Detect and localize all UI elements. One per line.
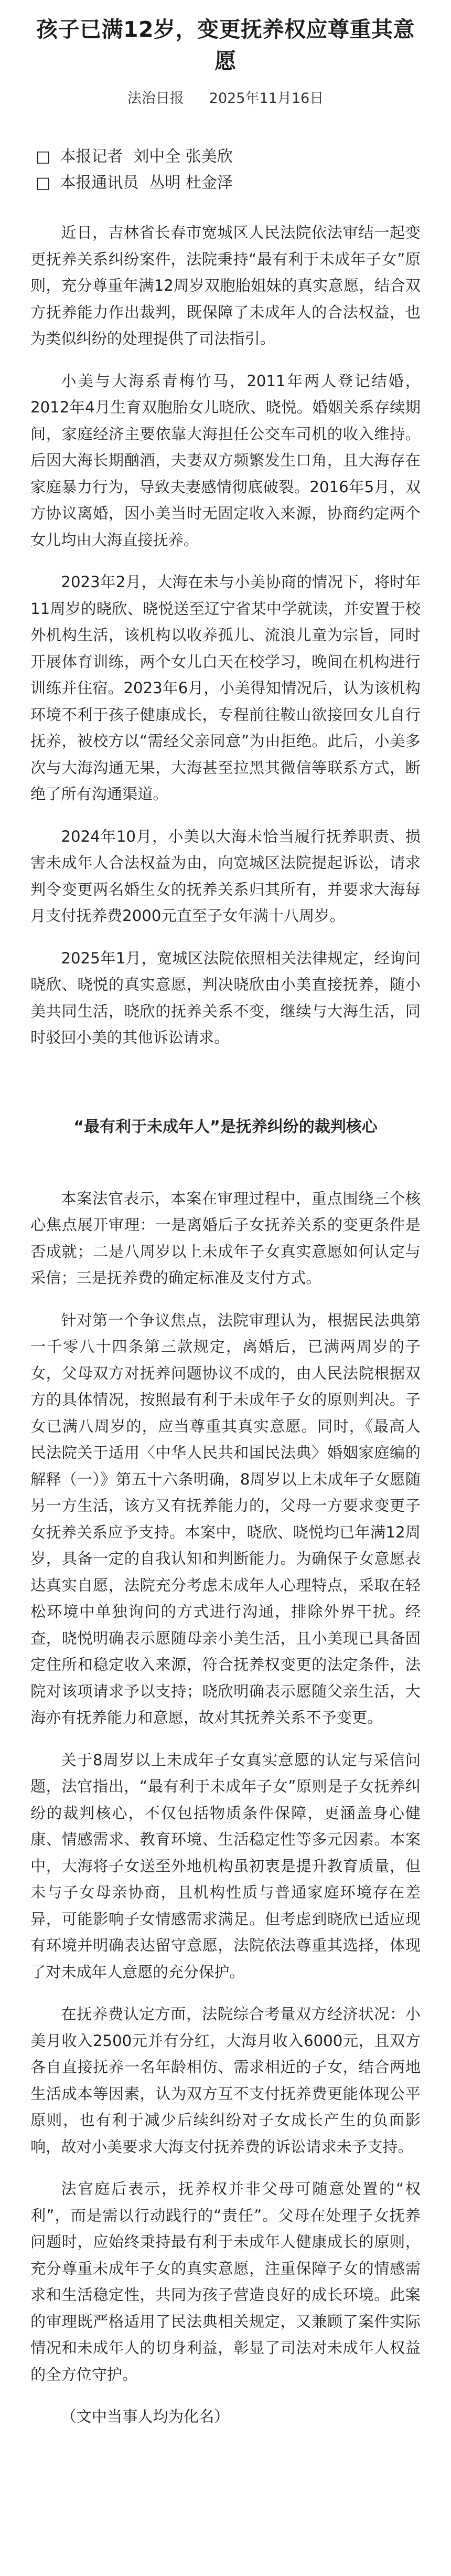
body-paragraph: 小美与大海系青梅竹马，2011年两人登记结婚，2012年4月生育双胞胎女儿晓欣、晓悦。婚姻关系存续期间，家庭经济主要依靠大海担任公交车司机的收入维持。后因大海长期酗酒，夫妻双方频繁发生口角，且大海存在家庭暴力行为，导致夫妻感情彻底破裂。2016年5月，双方协议离婚，因小美当时无固定收入来源，协商约定两个女儿均由大海直接抚养。 [30,372,421,549]
body-paragraph: 本案法官表示，本案在审理过程中，重点围绕三个核心焦点展开审理：一是离婚后子女抚养关系的变更条件是否成就；二是八周岁以上未成年子女真实意愿如何认定与采信；三是抚养费的确定标准及支付方式。 [30,1189,421,1287]
article-meta [30,88,421,109]
byline-role: 本报通讯员 [60,174,139,192]
body-paragraph: 在抚养费认定方面，法院综合考量双方经济状况：小美月收入2500元并有分红，大海月收入6000元，且双方各自直接抚养一名年龄相仿、需求相近的子女，结合两地生活成本等因素，认为双方互不支付抚养费更能体现公平原则，也有利于减少后续纠纷对子女成长产生的负面影响，故对小美要求大海支付抚养费的诉讼请求未予支持。 [30,2005,421,2156]
article-title: 孩子已满12岁，变更抚养权应尊重其意愿 [36,17,415,73]
article-body [30,219,421,2430]
bullet-square-icon: □ [36,147,51,166]
byline-names: 刘中全 张美欣 [133,147,233,166]
article-note: （文中当事人均为化名） [61,2408,230,2425]
body-paragraph: 法官庭后表示，抚养权并非父母可随意处置的“权利”，而是需以行动践行的“责任”。父母在处理子女抚养问题时，应始终秉持最有利于未成年人健康成长的原则，充分尊重未成年子女的真实意愿，注重保障子女的情感需求和生活稳定性，共同为孩子营造良好的成长环境。此案的审理既严格适用了民法典相关规定，又兼顾了案件实际情况和未成年人的切身利益，彰显了司法对未成年人权益的全方位守护。 [30,2180,421,2383]
article-date: 2025年11月16日 [209,90,324,107]
byline [30,144,421,196]
body-paragraph: 2023年2月，大海在未与小美协商的情况下，将时年11周岁的晓欣、晓悦送至辽宁省某中学就读，并安置于校外机构生活，该机构以收养孤儿、流浪儿童为宗旨，同时开展体育训练，两个女儿白天在校学习，晚间在机构进行训练并住宿。2023年6月，小美得知情况后，认为该机构环境不利于孩子健康成长，专程前往鞍山欲接回女儿自行抚养，被校方以“需经父亲同意”为由拒绝。此后，小美多次与大海沟通无果，大海甚至拉黑其微信等联系方式，断绝了所有沟通渠道。 [30,573,421,803]
byline-correspondent [30,170,421,196]
byline-names: 丛明 杜金泽 [149,174,233,192]
bullet-square-icon: □ [36,174,51,192]
section-heading: “最有利于未成年人”是抚养纠纷的裁判核心 [73,1117,378,1136]
body-paragraph: 针对第一个争议焦点，法院审理认为，根据民法典第一千零八十四条第三款规定，离婚后，已满两周岁的子女，父母双方对抚养问题协议不成的，由人民法院根据双方的具体情况，按照最有利于未成年子女的原则判决。子女已满八周岁的，应当尊重其真实意愿。同时，《最高人民法院关于适用〈中华人民共和国民法典〉婚姻家庭编的解释（一）》第五十六条明确，8周岁以上未成年子女愿随另一方生活，该方又有抚养能力的，父母一方要求变更子女抚养关系应予支持。本案中，晓欣、晓悦均已年满12周岁，具备一定的自我认知和判断能力。为确保子女意愿表达真实自愿，法院充分考虑未成年人心理特点，采取在轻松环境中单独询问的方式进行沟通，排除外界干扰。经查，晓悦明确表示愿随母亲小美生活，且小美现已具备固定住所和稳定收入来源，符合抚养权变更的法定条件，法院对该项请求予以支持；晓欣明确表示愿随父亲生活，大海亦有抚养能力和意愿，故对其抚养关系不予变更。 [30,1311,421,1726]
article-source: 法治日报 [127,90,184,107]
byline-reporter [30,144,421,170]
body-paragraph: 2024年10月，小美以大海未恰当履行抚养职责、损害未成年人合法权益为由，向宽城区法院提起诉讼，请求判令变更两名婚生女的抚养关系归其所有，并要求大海每月支付抚养费2000元直至子女年满十八周岁。 [30,827,421,925]
byline-role: 本报记者 [60,147,123,166]
body-paragraph: 2025年1月，宽城区法院依照相关法律规定，经询问晓欣、晓悦的真实意愿，判决晓欣由小美直接抚养，随小美共同生活，晓欣的抚养关系不变，继续与大海生活，同时驳回小美的其他诉讼请求。 [30,949,421,1046]
body-paragraph: 关于8周岁以上未成年子女真实意愿的认定与采信问题，法官指出，“最有利于未成年子女”原则是子女抚养纠纷的裁判核心，不仅包括物质条件保障，更涵盖身心健康、情感需求、教育环境、生活稳定性等多元因素。本案中，大海将子女送至外地机构虽初衷是提升教育质量，但未与子女母亲协商，且机构性质与普通家庭环境存在差异，可能影响子女情感需求满足。但考虑到晓欣已适应现有环境并明确表达留守意愿，法院依法尊重其选择，体现了对未成年人意愿的充分保护。 [30,1751,421,1981]
body-paragraph: 近日，吉林省长春市宽城区人民法院依法审结一起变更抚养关系纠纷案件，法院秉持“最有利于未成年子女”原则，充分尊重年满12周岁双胞胎姐妹的真实意愿，结合双方抚养能力作出裁判，既保障了未成年人的合法权益，也为类似纠纷的处理提供了司法指引。 [30,224,421,347]
